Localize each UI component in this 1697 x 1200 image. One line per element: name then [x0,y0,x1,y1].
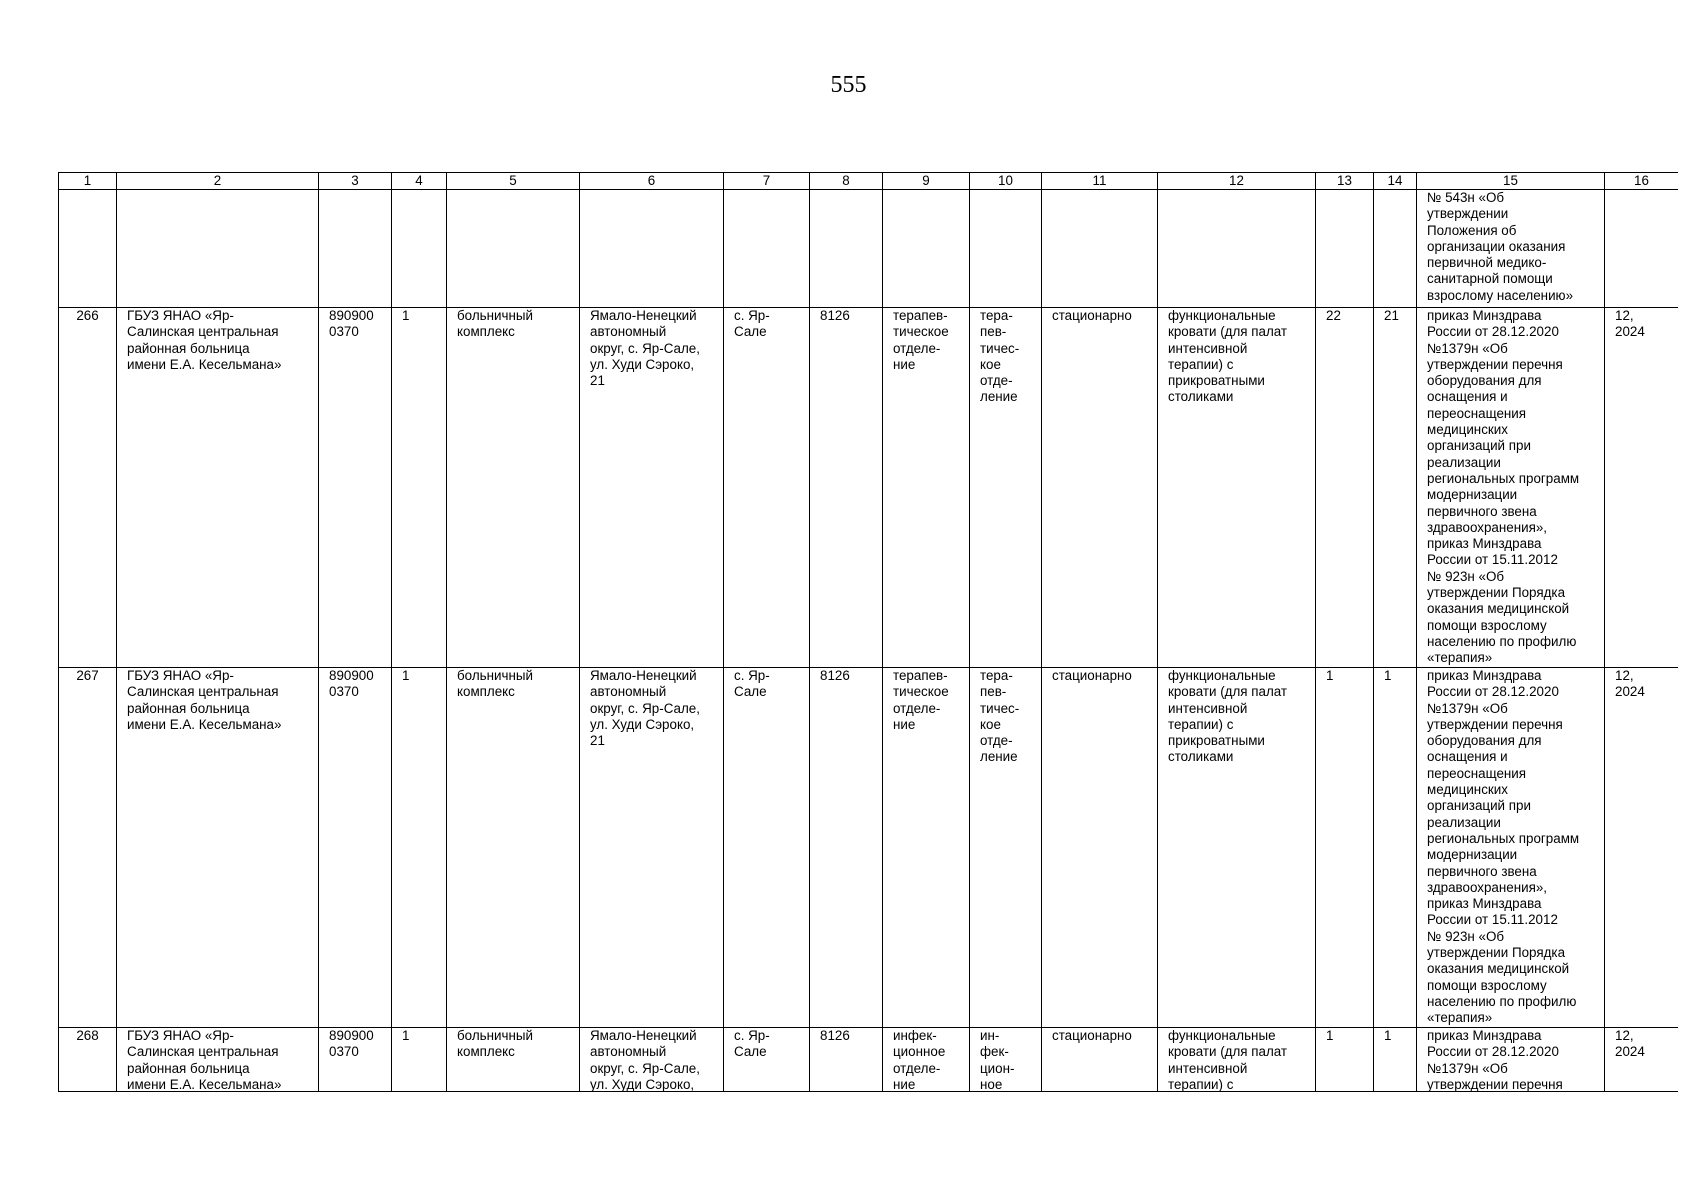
column-header: 5 [447,173,580,190]
page-number: 555 [830,72,867,98]
equipment-cell: функциональные кровати (для палат интенсивной терапии) с прикроватными столиками [1158,308,1316,668]
column-header: 2 [117,173,319,190]
column-header: 1 [59,173,117,190]
column-header: 14 [1374,173,1417,190]
legal-basis-cell: приказ Минздрава России от 28.12.2020 №1379н «Об утверждении перечня оборудования для оснащения и переоснащения медицинских организаций при реализации региональных программ модернизации первичного звена здравоохранения», приказ Минздрава России от 15.11.2012 № 923н «Об утверждении Порядка оказания медицинской помощи взрослому населению по профилю «терапия» [1417,668,1605,1028]
legal-basis-cell: приказ Минздрава России от 28.12.2020 №1379н «Об утверждении перечня оборудования для оснащения и переоснащения медицинских организаций при реализации региональных программ модернизации первичного звена здравоохранения», приказ Минздрава России от 15.11.2012 № 923н «Об утверждении Порядка оказания медицинской помощи взрослому населению по профилю «терапия» [1417,308,1605,668]
quantity-cell: 22 [1316,308,1374,668]
subdivision-cell: тера- пев- тичес- кое отде- ление [970,668,1042,1028]
table-cell [1042,190,1158,308]
count-cell: 1 [392,668,447,1028]
table-cell [319,190,392,308]
equipment-table-wrapper [58,172,1678,1092]
department-cell: инфек- ционное отделе- ние [883,1028,970,1093]
column-number-row [59,173,1679,190]
quantity-cell: 21 [1374,308,1417,668]
legal-basis-cell: приказ Минздрава России от 28.12.2020 №1379н «Об утверждении перечня [1417,1028,1605,1093]
address-cell: Ямало-Ненецкий автономный округ, с. Яр-Сале, ул. Худи Сэроко, 21 [580,668,724,1028]
address-cell: Ямало-Ненецкий автономный округ, с. Яр-Сале, ул. Худи Сэроко, [580,1028,724,1093]
table-cell [810,190,883,308]
organization-cell: ГБУЗ ЯНАО «Яр- Салинская центральная районная больница имени Е.А. Кесельмана» [117,668,319,1028]
date-cell: 12, 2024 [1605,668,1679,1028]
table-row [59,308,1679,668]
table-cell [883,190,970,308]
column-header: 9 [883,173,970,190]
column-header: 11 [1042,173,1158,190]
row-number-cell: 267 [59,668,117,1028]
column-header: 3 [319,173,392,190]
table-row [59,668,1679,1028]
column-header: 13 [1316,173,1374,190]
population-cell: 8126 [810,668,883,1028]
building-type-cell: больничный комплекс [447,308,580,668]
organization-cell: ГБУЗ ЯНАО «Яр- Салинская центральная районная больница имени Е.А. Кесельмана» [117,308,319,668]
subdivision-cell: ин- фек- цион- ное [970,1028,1042,1093]
table-cell [59,190,117,308]
settlement-cell: с. Яр- Сале [724,308,810,668]
table-cell [580,190,724,308]
code-cell: 890900 0370 [319,1028,392,1093]
quantity-cell: 1 [1316,668,1374,1028]
table-cell [970,190,1042,308]
table-cell [1605,190,1679,308]
department-cell: терапев- тическое отделе- ние [883,668,970,1028]
column-header: 15 [1417,173,1605,190]
population-cell: 8126 [810,308,883,668]
column-header: 7 [724,173,810,190]
table-row-continuation [59,190,1679,308]
settlement-cell: с. Яр- Сале [724,1028,810,1093]
quantity-cell: 1 [1374,1028,1417,1093]
table-cell [1374,190,1417,308]
table-cell [117,190,319,308]
count-cell: 1 [392,1028,447,1093]
date-cell: 12, 2024 [1605,308,1679,668]
equipment-table [58,172,1678,1092]
care-mode-cell: стационарно [1042,1028,1158,1093]
legal-basis-cell: № 543н «Об утверждении Положения об организации оказания первичной медико- санитарной помощи взрослому населению» [1417,190,1605,308]
care-mode-cell: стационарно [1042,668,1158,1028]
building-type-cell: больничный комплекс [447,668,580,1028]
column-header: 10 [970,173,1042,190]
row-number-cell: 268 [59,1028,117,1093]
table-cell [1158,190,1316,308]
table-cell [1316,190,1374,308]
row-number-cell: 266 [59,308,117,668]
code-cell: 890900 0370 [319,308,392,668]
table-cell [392,190,447,308]
column-header: 12 [1158,173,1316,190]
address-cell: Ямало-Ненецкий автономный округ, с. Яр-Сале, ул. Худи Сэроко, 21 [580,308,724,668]
subdivision-cell: тера- пев- тичес- кое отде- ление [970,308,1042,668]
column-header: 4 [392,173,447,190]
code-cell: 890900 0370 [319,668,392,1028]
count-cell: 1 [392,308,447,668]
population-cell: 8126 [810,1028,883,1093]
organization-cell: ГБУЗ ЯНАО «Яр- Салинская центральная районная больница имени Е.А. Кесельмана» [117,1028,319,1093]
table-cell [724,190,810,308]
care-mode-cell: стационарно [1042,308,1158,668]
table-row [59,1028,1679,1093]
table-cell [447,190,580,308]
column-header: 8 [810,173,883,190]
column-header: 6 [580,173,724,190]
equipment-cell: функциональные кровати (для палат интенсивной терапии) с [1158,1028,1316,1093]
column-header: 16 [1605,173,1679,190]
equipment-cell: функциональные кровати (для палат интенсивной терапии) с прикроватными столиками [1158,668,1316,1028]
department-cell: терапев- тическое отделе- ние [883,308,970,668]
date-cell: 12, 2024 [1605,1028,1679,1093]
settlement-cell: с. Яр- Сале [724,668,810,1028]
quantity-cell: 1 [1374,668,1417,1028]
quantity-cell: 1 [1316,1028,1374,1093]
building-type-cell: больничный комплекс [447,1028,580,1093]
